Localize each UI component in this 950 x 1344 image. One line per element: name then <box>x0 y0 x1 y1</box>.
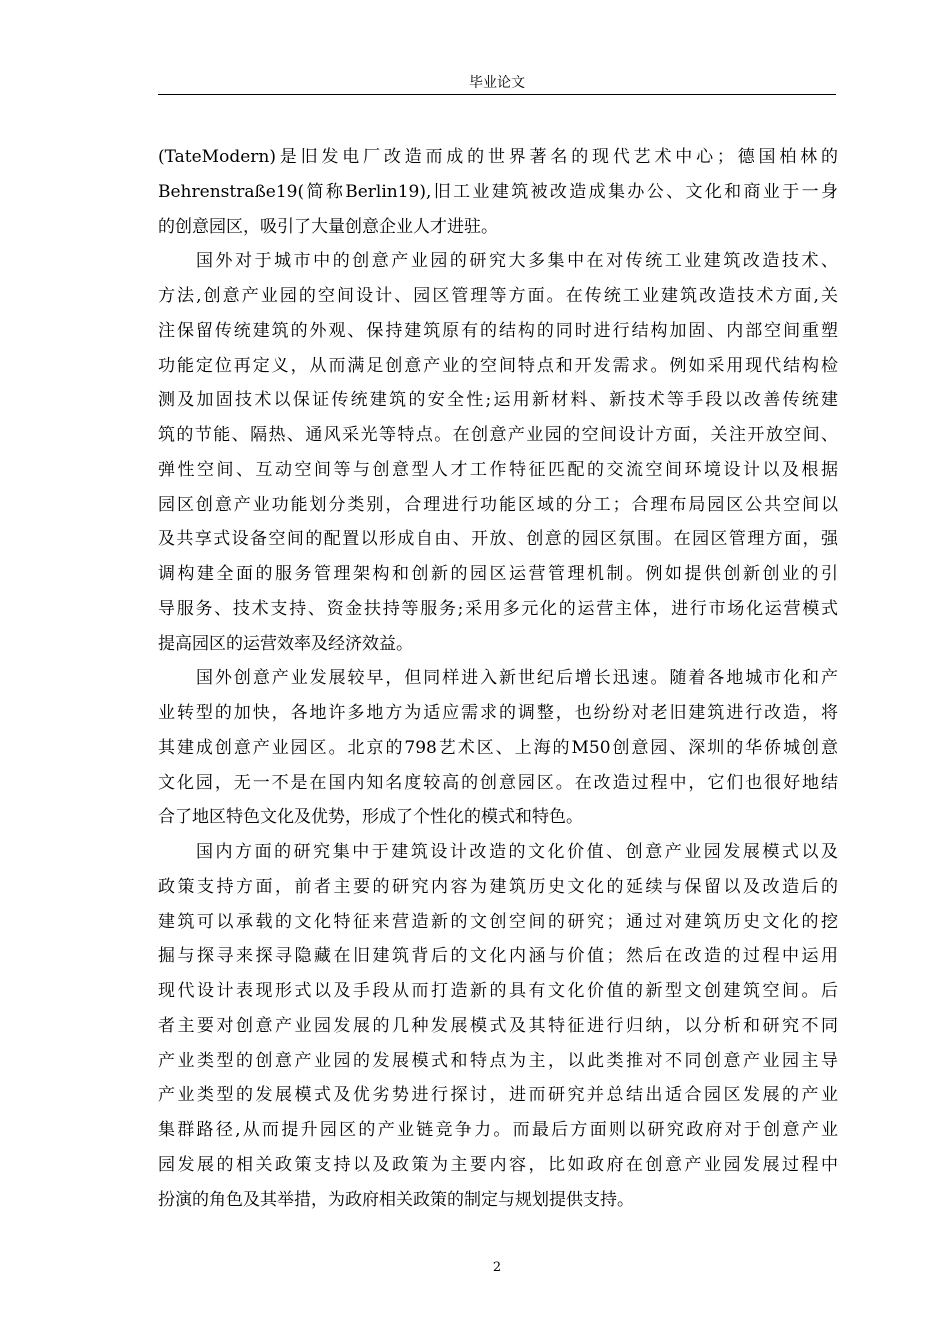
text-line: 其建成创意产业园区。北京的798艺术区、上海的M50创意园、深圳的华侨城创意 <box>158 737 838 758</box>
text-line: 筑的节能、隔热、通风采光等特点。在创意产业园的空间设计方面，关注开放空间、 <box>158 425 838 445</box>
text-line: 国内方面的研究集中于建筑设计改造的文化价值、创意产业园发展模式以及 <box>196 842 838 862</box>
text-line: 测及加固技术以保证传统建筑的安全性;运用新材料、新技术等手段以改善传统建 <box>158 390 838 411</box>
text-line: 建筑可以承载的文化特征来营造新的文创空间的研究；通过对建筑历史文化的挖 <box>158 911 838 932</box>
text-line: 集群路径,从而提升园区的产业链竞争力。而最后方面则以研究政府对于创意产业 <box>158 1120 838 1140</box>
text-line: 文化园，无一不是在国内知名度较高的创意园区。在改造过程中，它们也很好地结 <box>158 772 838 793</box>
text-line: 园发展的相关政策支持以及政策为主要内容，比如政府在创意产业园发展过程中 <box>158 1154 838 1175</box>
text-line: 产业类型的创意产业园的发展模式和特点为主，以此类推对不同创意产业园主导 <box>158 1050 838 1071</box>
text-line: 现代设计表现形式以及手段从而打造新的具有文化价值的新型文创建筑空间。后 <box>158 981 838 1001</box>
text-line: Behrenstraße19(简称Berlin19),旧工业建筑被改造成集办公、文化和商业于一身 <box>158 181 838 202</box>
text-line: 的创意园区，吸引了大量创意企业人才进驻。 <box>158 216 498 237</box>
text-line: 功能定位再定义，从而满足创意产业的空间特点和开发需求。例如采用现代结构检 <box>158 355 838 376</box>
page-number: 2 <box>492 1260 502 1275</box>
text-line: 提高园区的运营效率及经济效益。 <box>158 633 413 654</box>
text-line: 政策支持方面，前者主要的研究内容为建筑历史文化的延续与保留以及改造后的 <box>158 876 838 897</box>
text-line: 导服务、技术支持、资金扶持等服务;采用多元化的运营主体，进行市场化运营模式 <box>158 598 838 619</box>
text-line: 国外创意产业发展较早，但同样进入新世纪后增长迅速。随着各地城市化和产 <box>196 668 838 689</box>
text-line: 掘与探寻来探寻隐藏在旧建筑背后的文化内涵与价值；然后在改造的过程中运用 <box>158 946 838 967</box>
text-line: 扮演的角色及其举措，为政府相关政策的制定与规划提供支持。 <box>158 1189 634 1210</box>
text-line: 合了地区特色文化及优势，形成了个性化的模式和特色。 <box>158 807 583 828</box>
text-line: 弹性空间、互动空间等与创意型人才工作特征匹配的交流空间环境设计以及根据 <box>158 459 838 480</box>
text-line: (TateModern)是旧发电厂改造而成的世界著名的现代艺术中心；德国柏林的 <box>158 147 838 167</box>
text-line: 方法,创意产业园的空间设计、园区管理等方面。在传统工业建筑改造技术方面,关 <box>158 286 838 306</box>
body-text <box>158 140 838 1217</box>
header-divider <box>158 94 836 95</box>
text-line: 者主要对创意产业园发展的几种发展模式及其特征进行归纳，以分析和研究不同 <box>158 1015 838 1036</box>
text-line: 及共享式设备空间的配置以形成自由、开放、创意的园区氛围。在园区管理方面，强 <box>158 529 838 550</box>
text-line: 调构建全面的服务管理架构和创新的园区运营管理机制。例如提供创新创业的引 <box>158 564 838 584</box>
text-line: 国外对于城市中的创意产业园的研究大多集中在对传统工业建筑改造技术、 <box>196 251 838 272</box>
text-line: 园区创意产业功能划分类别，合理进行功能区域的分工；合理布局园区公共空间以 <box>158 494 838 515</box>
text-line: 产业类型的发展模式及优劣势进行探讨，进而研究并总结出适合园区发展的产业 <box>158 1085 838 1106</box>
text-line: 注保留传统建筑的外观、保持建筑原有的结构的同时进行结构加固、内部空间重塑 <box>158 320 838 341</box>
text-line: 业转型的加快，各地许多地方为适应需求的调整，也纷纷对老旧建筑进行改造，将 <box>158 703 838 723</box>
page-header-title: 毕业论文 <box>469 75 525 91</box>
